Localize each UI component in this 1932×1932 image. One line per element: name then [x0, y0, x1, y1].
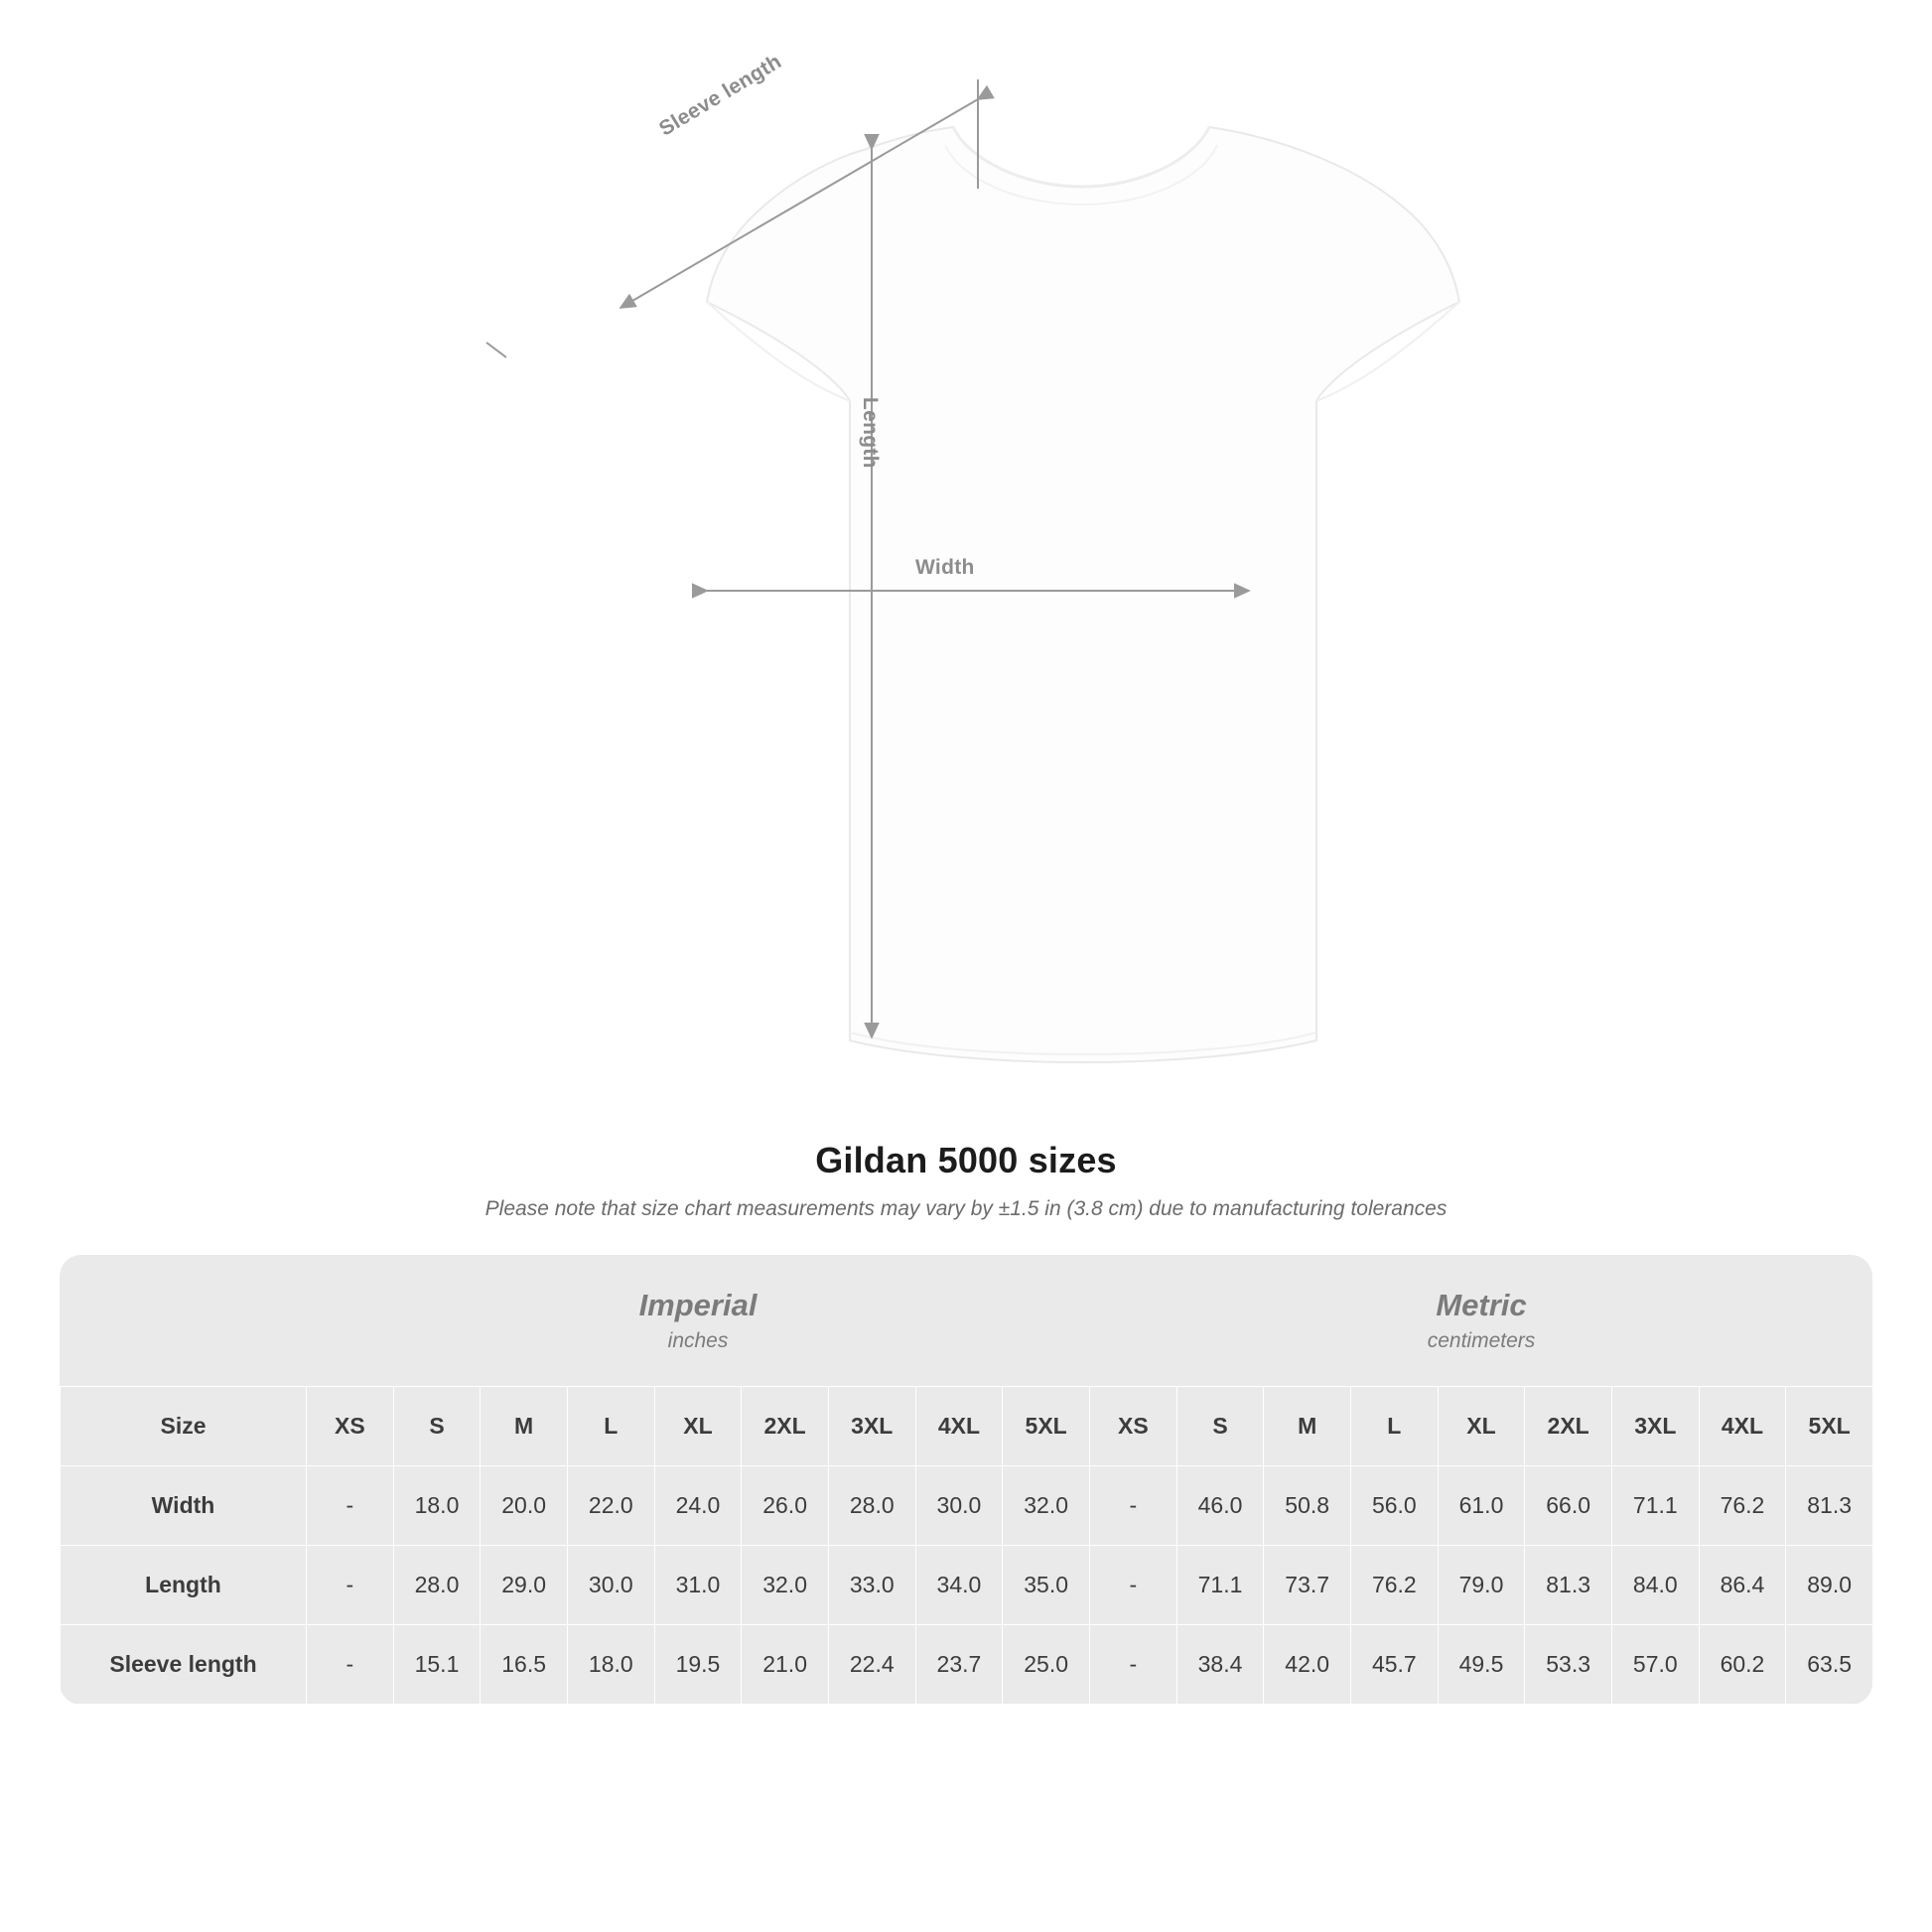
column-header-size: L — [1351, 1386, 1439, 1465]
table-cell: 30.0 — [567, 1545, 654, 1624]
row-header-width: Width — [61, 1465, 307, 1545]
table-cell: 15.1 — [393, 1624, 481, 1704]
unit-group-metric-name: Metric — [1436, 1288, 1527, 1323]
table-cell: 89.0 — [1786, 1545, 1872, 1624]
size-header-row — [61, 1386, 1873, 1465]
table-cell: 18.0 — [393, 1465, 481, 1545]
column-header-size: 2XL — [1525, 1386, 1612, 1465]
column-header-size: 4XL — [915, 1386, 1003, 1465]
table-cell: 28.0 — [393, 1545, 481, 1624]
unit-header-row — [61, 1255, 1873, 1386]
table-cell: 25.0 — [1003, 1624, 1090, 1704]
table-row — [61, 1624, 1873, 1704]
table-cell: 76.2 — [1699, 1465, 1786, 1545]
table-cell: 79.0 — [1438, 1545, 1525, 1624]
table-row — [61, 1545, 1873, 1624]
tolerance-note: Please note that size chart measurements may vary by ±1.5 in (3.8 cm) due to manufacturing tolerances — [484, 1197, 1448, 1220]
length-label: Length — [859, 397, 882, 469]
column-header-size: XS — [1090, 1386, 1177, 1465]
column-header-size: 3XL — [1611, 1386, 1699, 1465]
column-header-size: 2XL — [742, 1386, 829, 1465]
table-cell: 49.5 — [1438, 1624, 1525, 1704]
table-cell: - — [1090, 1624, 1177, 1704]
table-cell: 57.0 — [1611, 1624, 1699, 1704]
table-cell: 73.7 — [1264, 1545, 1351, 1624]
width-label: Width — [915, 556, 975, 579]
table-cell: - — [307, 1624, 394, 1704]
table-cell: 24.0 — [654, 1465, 742, 1545]
table-cell: 31.0 — [654, 1545, 742, 1624]
table-cell: - — [1090, 1465, 1177, 1545]
table-cell: 28.0 — [828, 1465, 915, 1545]
table-cell: 19.5 — [654, 1624, 742, 1704]
table-cell: 76.2 — [1351, 1545, 1439, 1624]
table-cell: 18.0 — [567, 1624, 654, 1704]
table-cell: 56.0 — [1351, 1465, 1439, 1545]
table-cell: 45.7 — [1351, 1624, 1439, 1704]
unit-group-imperial — [307, 1255, 1090, 1386]
table-cell: 61.0 — [1438, 1465, 1525, 1545]
size-chart-table — [60, 1255, 1872, 1705]
table-cell: 46.0 — [1176, 1465, 1264, 1545]
column-header-size: XL — [654, 1386, 742, 1465]
table-cell: - — [307, 1545, 394, 1624]
table-cell: 53.3 — [1525, 1624, 1612, 1704]
table-cell: 81.3 — [1525, 1545, 1612, 1624]
table-cell: 21.0 — [742, 1624, 829, 1704]
table-cell: 26.0 — [742, 1465, 829, 1545]
table-cell: - — [1090, 1545, 1177, 1624]
table-cell: 23.7 — [915, 1624, 1003, 1704]
table-cell: 22.0 — [567, 1465, 654, 1545]
table-cell: 86.4 — [1699, 1545, 1786, 1624]
column-header-size: 5XL — [1003, 1386, 1090, 1465]
table-cell: 16.5 — [481, 1624, 568, 1704]
sleeve-length-label: Sleeve length — [655, 50, 786, 141]
table-cell: 50.8 — [1264, 1465, 1351, 1545]
table-corner-cell — [61, 1255, 307, 1386]
column-header-size: M — [481, 1386, 568, 1465]
shirt-shape — [707, 127, 1459, 1062]
table-cell: 22.4 — [828, 1624, 915, 1704]
table-cell: 42.0 — [1264, 1624, 1351, 1704]
column-header-size: L — [567, 1386, 654, 1465]
table-cell: 63.5 — [1786, 1624, 1872, 1704]
table-cell: 32.0 — [1003, 1465, 1090, 1545]
row-header-size: Size — [61, 1386, 307, 1465]
table-cell: 60.2 — [1699, 1624, 1786, 1704]
unit-group-metric — [1090, 1255, 1872, 1386]
column-header-size: 5XL — [1786, 1386, 1872, 1465]
table-cell: - — [307, 1465, 394, 1545]
table-row — [61, 1465, 1873, 1545]
table-cell: 35.0 — [1003, 1545, 1090, 1624]
table-cell: 71.1 — [1611, 1465, 1699, 1545]
column-header-size: XL — [1438, 1386, 1525, 1465]
table-cell: 71.1 — [1176, 1545, 1264, 1624]
table-cell: 20.0 — [481, 1465, 568, 1545]
table-cell: 32.0 — [742, 1545, 829, 1624]
table-cell: 81.3 — [1786, 1465, 1872, 1545]
column-header-size: 4XL — [1699, 1386, 1786, 1465]
column-header-size: S — [1176, 1386, 1264, 1465]
column-header-size: 3XL — [828, 1386, 915, 1465]
unit-group-metric-sub: centimeters — [1427, 1329, 1536, 1353]
column-header-size: S — [393, 1386, 481, 1465]
table-cell: 38.4 — [1176, 1624, 1264, 1704]
unit-group-imperial-sub: inches — [667, 1329, 729, 1353]
table-cell: 84.0 — [1611, 1545, 1699, 1624]
unit-group-imperial-name: Imperial — [638, 1288, 758, 1323]
table-cell: 34.0 — [915, 1545, 1003, 1624]
row-header-length: Length — [61, 1545, 307, 1624]
table-cell: 33.0 — [828, 1545, 915, 1624]
chart-title-block — [0, 1140, 1932, 1221]
column-header-size: M — [1264, 1386, 1351, 1465]
table-cell: 30.0 — [915, 1465, 1003, 1545]
page-title: Gildan 5000 sizes — [815, 1140, 1117, 1180]
table-cell: 66.0 — [1525, 1465, 1612, 1545]
size-chart-table-wrapper — [60, 1255, 1872, 1705]
column-header-size: XS — [307, 1386, 394, 1465]
table-cell: 29.0 — [481, 1545, 568, 1624]
row-header-sleeve-length: Sleeve length — [61, 1624, 307, 1704]
